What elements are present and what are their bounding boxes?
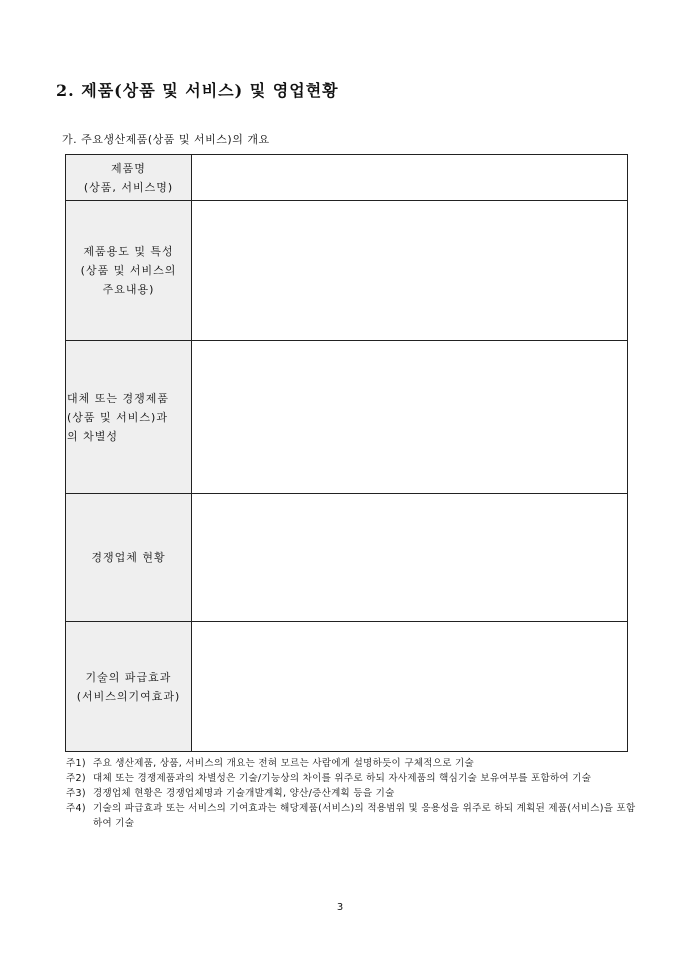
- product-overview-table: [65, 154, 628, 752]
- footnotes: [66, 756, 636, 831]
- footnote-marker: 주1): [66, 758, 86, 769]
- footnote-marker: 주2): [66, 773, 86, 784]
- table-row: [66, 341, 628, 494]
- table-row: [66, 494, 628, 622]
- table-row: [66, 201, 628, 341]
- label-line: 제품용도 및 특성: [83, 245, 174, 258]
- label-line: 대체 또는 경쟁제품: [67, 391, 170, 405]
- label-line: 경쟁업체 현황: [91, 551, 166, 564]
- label-line: (상품, 서비스명): [83, 180, 174, 194]
- sub-title: 가. 주요생산제품(상품 및 서비스)의 개요: [62, 133, 270, 146]
- row-label-differentiation: [66, 341, 192, 494]
- label-line: 제품명: [111, 161, 146, 175]
- label-line: 의 차별성: [67, 429, 119, 443]
- label-line: (서비스의기여효과): [76, 689, 181, 703]
- table-row: [66, 155, 628, 201]
- footnote-text: 기술의 파급효과 또는 서비스의 기여효과는 해당제품(서비스)의 적용범위 및 응용성을 위주로 하되 계획된 제품(서비스)을 포함하여 기술: [93, 803, 636, 829]
- competitors-field[interactable]: [192, 494, 628, 622]
- footnote-text: 대체 또는 경쟁제품과의 차별성은 기술/기능상의 차이를 위주로 하되 자사제품의 핵심기술 보유여부를 포함하여 기술: [93, 773, 592, 784]
- ripple-effect-field[interactable]: [192, 622, 628, 752]
- product-usage-field[interactable]: [192, 201, 628, 341]
- label-line: (상품 및 서비스의: [80, 264, 177, 277]
- footnote-item: [66, 801, 636, 831]
- row-label-product-usage: [66, 201, 192, 341]
- section-title: 2. 제품(상품 및 서비스) 및 영업현황: [56, 81, 339, 100]
- footnote-text: 경쟁업체 현황은 경쟁업체명과 기술개발계획, 양산/증산계획 등을 기술: [93, 788, 395, 799]
- row-label-product-name: [66, 155, 192, 201]
- row-label-ripple-effect: [66, 622, 192, 752]
- footnote-marker: 주3): [66, 788, 86, 799]
- footnote-text: 주요 생산제품, 상품, 서비스의 개요는 전혀 모르는 사람에게 설명하듯이 구체적으로 기술: [93, 758, 475, 769]
- footnote-item: [66, 756, 636, 771]
- label-line: (상품 및 서비스)과: [67, 410, 168, 424]
- page-number: 3: [336, 902, 344, 913]
- label-line: 주요내용): [102, 283, 155, 296]
- table-row: [66, 622, 628, 752]
- footnote-item: [66, 771, 636, 786]
- row-label-competitors: [66, 494, 192, 622]
- footnote-marker: 주4): [66, 803, 86, 814]
- label-line: 기술의 파급효과: [85, 670, 172, 684]
- footnote-item: [66, 786, 636, 801]
- differentiation-field[interactable]: [192, 341, 628, 494]
- product-name-field[interactable]: [192, 155, 628, 201]
